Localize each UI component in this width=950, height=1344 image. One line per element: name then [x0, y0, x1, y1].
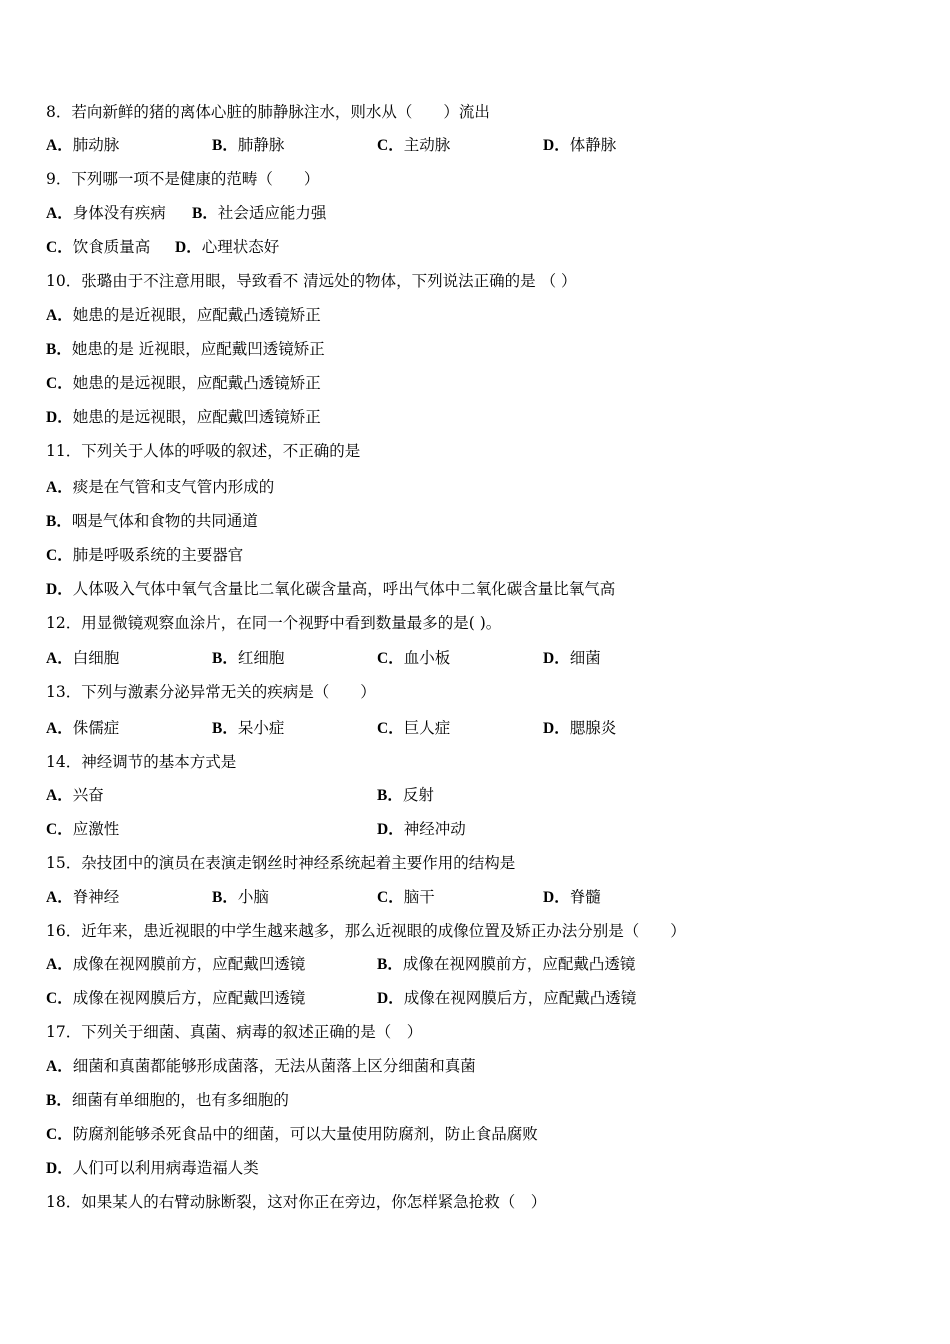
question-stem-14: 14．神经调节的基本方式是	[46, 753, 237, 771]
option-c: C．她患的是远视眼，应配戴凸透镜矫正	[46, 374, 321, 392]
question-stem-18: 18．如果某人的右臂动脉断裂，这对你正在旁边，你怎样紧急抢救（ ）	[46, 1193, 547, 1211]
option-c: C．血小板	[377, 649, 451, 667]
option-a: A．身体没有疾病	[46, 204, 166, 222]
option-b: B．反射	[377, 786, 434, 804]
option-d: D．心理状态好	[175, 238, 280, 256]
option-c: C．巨人症	[377, 719, 451, 737]
option-c: C．肺是呼吸系统的主要器官	[46, 546, 244, 564]
option-b: B．小脑	[212, 888, 269, 906]
option-b: B．肺静脉	[212, 136, 285, 154]
question-stem-15: 15．杂技团中的演员在表演走钢丝时神经系统起着主要作用的结构是	[46, 854, 516, 872]
option-d: D．成像在视网膜后方，应配戴凸透镜	[377, 989, 637, 1007]
option-d: D．人们可以利用病毒造福人类	[46, 1159, 259, 1177]
option-d: D．体静脉	[543, 136, 617, 154]
option-b: B．成像在视网膜前方，应配戴凸透镜	[377, 955, 636, 973]
option-a: A．成像在视网膜前方，应配戴凹透镜	[46, 955, 306, 973]
option-a: A．侏儒症	[46, 719, 120, 737]
option-d: D．神经冲动	[377, 820, 466, 838]
option-a: A．兴奋	[46, 786, 104, 804]
option-b: B．呆小症	[212, 719, 285, 737]
option-c: C．应激性	[46, 820, 120, 838]
option-c: C．饮食质量高	[46, 238, 151, 256]
option-a: A．白细胞	[46, 649, 120, 667]
question-stem-12: 12．用显微镜观察血涂片，在同一个视野中看到数量最多的是( )。	[46, 614, 502, 632]
option-d: D．腮腺炎	[543, 719, 617, 737]
question-stem-10: 10．张璐由于不注意用眼，导致看不 清远处的物体，下列说法正确的是 （ ）	[46, 272, 577, 290]
option-b: B．她患的是 近视眼，应配戴凹透镜矫正	[46, 340, 325, 358]
option-d: D．细菌	[543, 649, 601, 667]
option-d: D．她患的是远视眼，应配戴凹透镜矫正	[46, 408, 321, 426]
option-a: A．细菌和真菌都能够形成菌落，无法从菌落上区分细菌和真菌	[46, 1057, 476, 1075]
option-a: A．脊神经	[46, 888, 120, 906]
option-c: C．脑干	[377, 888, 435, 906]
question-stem-17: 17．下列关于细菌、真菌、病毒的叙述正确的是（ ）	[46, 1023, 423, 1041]
option-a: A．她患的是近视眼，应配戴凸透镜矫正	[46, 306, 321, 324]
option-b: B．社会适应能力强	[192, 204, 327, 222]
option-a: A．肺动脉	[46, 136, 120, 154]
option-c: C．防腐剂能够杀死食品中的细菌，可以大量使用防腐剂，防止食品腐败	[46, 1125, 538, 1143]
option-b: B．咽是气体和食物的共同通道	[46, 512, 258, 530]
option-c: C．成像在视网膜后方，应配戴凹透镜	[46, 989, 306, 1007]
option-b: B．细菌有单细胞的，也有多细胞的	[46, 1091, 289, 1109]
option-c: C．主动脉	[377, 136, 451, 154]
question-stem-13: 13．下列与激素分泌异常无关的疾病是（ ）	[46, 683, 376, 701]
option-b: B．红细胞	[212, 649, 285, 667]
question-stem-11: 11．下列关于人体的呼吸的叙述，不正确的是	[46, 442, 361, 460]
option-d: D．脊髓	[543, 888, 601, 906]
option-d: D．人体吸入气体中氧气含量比二氧化碳含量高，呼出气体中二氧化碳含量比氧气高	[46, 580, 616, 598]
question-stem-9: 9．下列哪一项不是健康的范畴（ ）	[46, 170, 320, 188]
option-a: A．痰是在气管和支气管内形成的	[46, 478, 275, 496]
question-stem-16: 16．近年来，患近视眼的中学生越来越多，那么近视眼的成像位置及矫正办法分别是（ ）	[46, 922, 686, 940]
question-stem-8: 8．若向新鲜的猪的离体心脏的肺静脉注水，则水从（ ）流出	[46, 103, 490, 121]
